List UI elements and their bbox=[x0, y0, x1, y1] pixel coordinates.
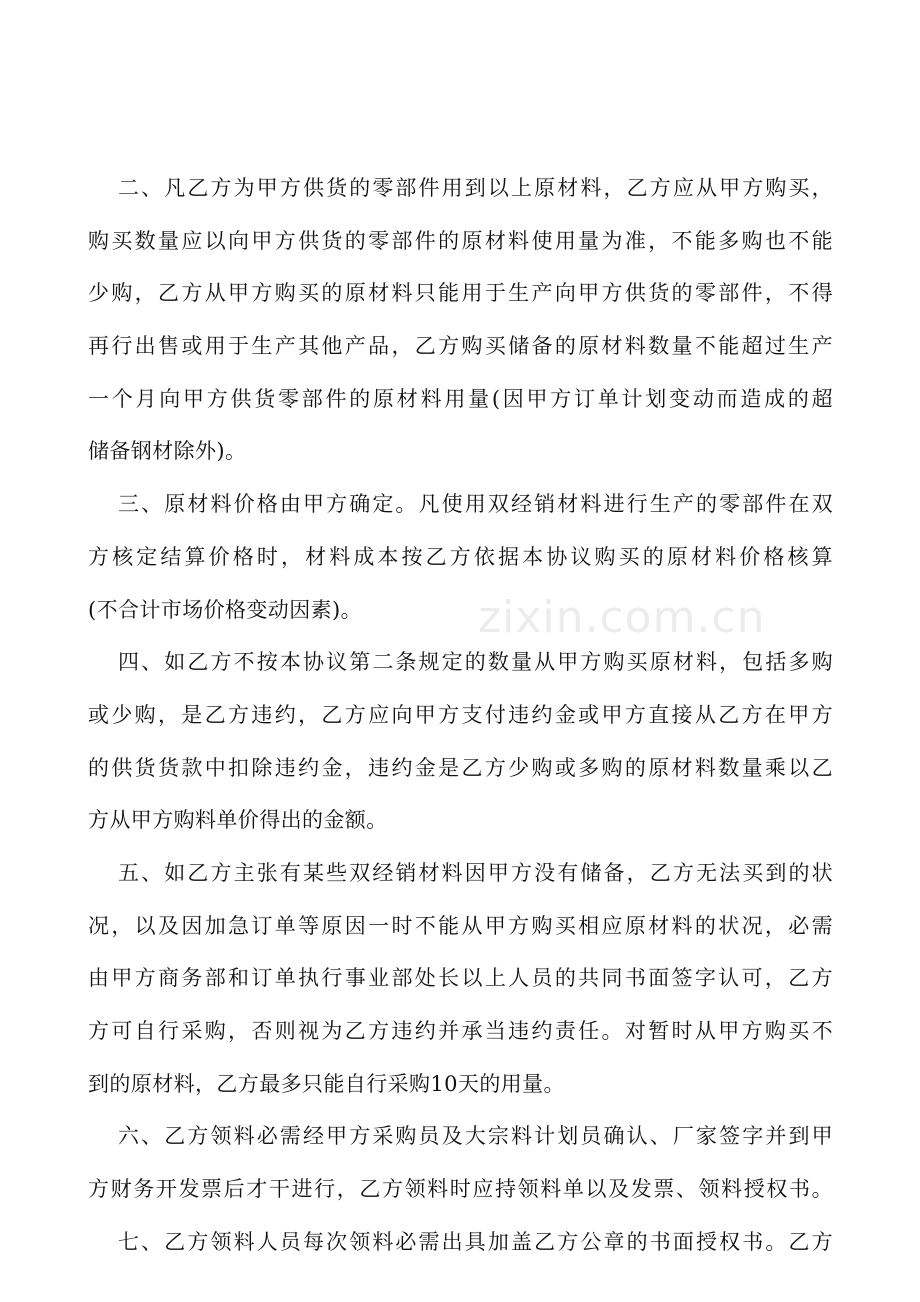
text-line: 到的原材料，乙方最多只能自行采购10天的用量。 bbox=[88, 1071, 565, 1096]
text-line: 方从甲方购料单价得出的金额。 bbox=[88, 808, 388, 833]
text-line: 储备钢材除外)。 bbox=[88, 439, 247, 464]
text-line: 三、原材料价格由甲方确定。凡使用双经销材料进行生产的零部件在双 bbox=[118, 492, 833, 517]
text-line: 购买数量应以向甲方供货的零部件的原材料使用量为准，不能多购也不能 bbox=[88, 228, 833, 253]
text-line: (不合计市场价格变动因素)。 bbox=[88, 597, 362, 622]
text-line: 况，以及因加急订单等原因一时不能从甲方购买相应原材料的状况，必需 bbox=[88, 913, 833, 938]
text-line: 方财务开发票后才干进行，乙方领料时应持领料单以及发票、领料授权书。 bbox=[88, 1177, 833, 1202]
text-line: 由甲方商务部和订单执行事业部处长以上人员的共同书面签字认可，乙方 bbox=[88, 966, 833, 991]
text-line: 方核定结算价格时，材料成本按乙方依据本协议购买的原材料价格核算 bbox=[88, 544, 833, 569]
text-line: 一个月向甲方供货零部件的原材料用量(因甲方订单计划变动而造成的超 bbox=[88, 386, 833, 411]
document-body bbox=[88, 162, 833, 1268]
text-line: 再行出售或用于生产其他产品，乙方购买储备的原材料数量不能超过生产 bbox=[88, 334, 833, 359]
text-line: 七、乙方领料人员每次领料必需出具加盖乙方公章的书面授权书。乙方 bbox=[118, 1229, 833, 1254]
text-line: 四、如乙方不按本协议第二条规定的数量从甲方购买原材料，包括多购 bbox=[118, 650, 833, 675]
text-line: 少购，乙方从甲方购买的原材料只能用于生产向甲方供货的零部件，不得 bbox=[88, 281, 833, 306]
text-line: 五、如乙方主张有某些双经销材料因甲方没有储备，乙方无法买到的状 bbox=[118, 860, 833, 885]
text-line: 或少购，是乙方违约，乙方应向甲方支付违约金或甲方直接从乙方在甲方 bbox=[88, 702, 833, 727]
watermark: zixin.com.cn bbox=[478, 592, 766, 643]
text-line: 方可自行采购，否则视为乙方违约并承当违约责任。对暂时从甲方购买不 bbox=[88, 1019, 833, 1043]
text-line: 二、凡乙方为甲方供货的零部件用到以上原材料，乙方应从甲方购买， bbox=[118, 176, 833, 200]
text-line: 六、乙方领料必需经甲方采购员及大宗料计划员确认、厂家签字并到甲 bbox=[118, 1124, 833, 1149]
text-line: 的供货货款中扣除违约金，违约金是乙方少购或多购的原材料数量乘以乙 bbox=[88, 755, 833, 780]
